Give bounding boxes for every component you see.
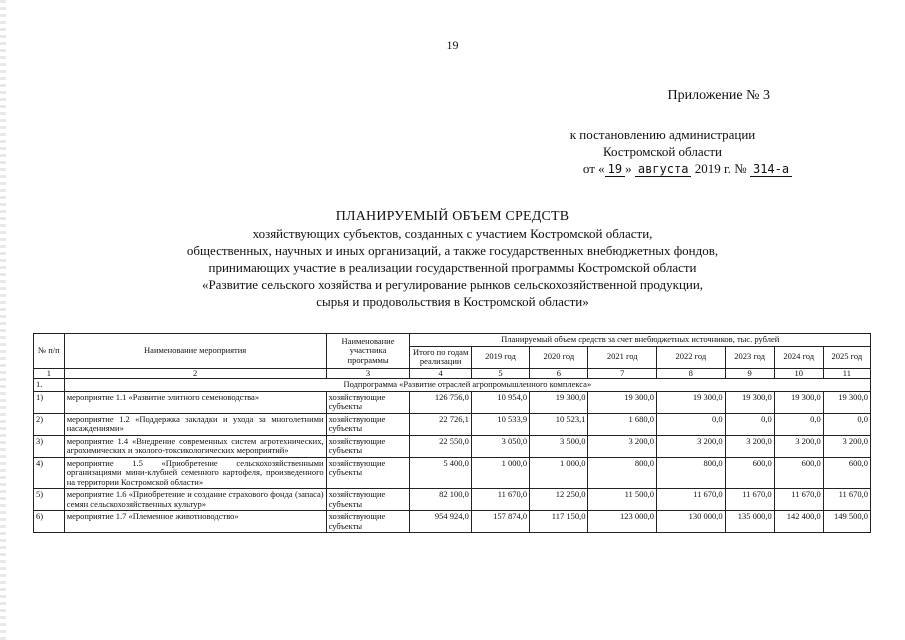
row-participant: хозяйствующие субъекты — [326, 511, 410, 533]
row-total: 22 726,1 — [410, 413, 471, 435]
decree-mid: » — [625, 161, 632, 176]
title-line: сырья и продовольствия в Костромской области» — [316, 294, 589, 309]
row-value: 1 680,0 — [588, 413, 657, 435]
header-participant: Наименование участника программы — [326, 334, 410, 369]
row-value: 3 500,0 — [530, 435, 588, 457]
header-year: 2023 год — [725, 346, 774, 368]
row-value: 117 150,0 — [530, 511, 588, 533]
row-value: 10 533,9 — [471, 413, 529, 435]
row-value: 10 523,1 — [530, 413, 588, 435]
decree-month: августа — [635, 162, 692, 177]
row-value: 11 670,0 — [823, 489, 870, 511]
table-row — [34, 413, 871, 435]
row-value: 11 670,0 — [471, 489, 529, 511]
column-number: 8 — [657, 368, 726, 379]
title-line: принимающих участие в реализации государственной программы Костромской области — [208, 260, 697, 275]
row-num: 2) — [34, 413, 65, 435]
row-total: 82 100,0 — [410, 489, 471, 511]
table-row — [34, 489, 871, 511]
row-value: 11 670,0 — [657, 489, 726, 511]
row-value: 3 050,0 — [471, 435, 529, 457]
table-row — [34, 391, 871, 413]
column-number: 6 — [530, 368, 588, 379]
decree-year: 2019 г. № — [694, 161, 747, 176]
row-num: 3) — [34, 435, 65, 457]
row-value: 1 000,0 — [530, 457, 588, 489]
row-value: 19 300,0 — [588, 391, 657, 413]
appendix-heading: Приложение № 3 — [667, 88, 770, 103]
row-total: 5 400,0 — [410, 457, 471, 489]
row-value: 600,0 — [725, 457, 774, 489]
table-row — [34, 435, 871, 457]
row-value: 19 300,0 — [657, 391, 726, 413]
row-value: 157 874,0 — [471, 511, 529, 533]
row-value: 130 000,0 — [657, 511, 726, 533]
funding-table — [33, 333, 871, 533]
row-value: 3 200,0 — [774, 435, 823, 457]
decree-line-2: Костромской области — [602, 144, 723, 159]
column-number: 5 — [471, 368, 529, 379]
row-participant: хозяйствующие субъекты — [326, 413, 410, 435]
row-activity: мероприятие 1.5 «Приобретение сельскохозяйственными организациями мини-клубней семенного картофеля, произведенного на территории Костромской области» — [64, 457, 326, 489]
decree-prefix: от « — [582, 161, 605, 176]
decree-day: 19 — [605, 162, 625, 177]
subprogram-row — [34, 379, 871, 392]
column-number: 2 — [64, 368, 326, 379]
row-value: 19 300,0 — [823, 391, 870, 413]
row-value: 3 200,0 — [725, 435, 774, 457]
row-value: 3 200,0 — [588, 435, 657, 457]
row-total: 126 756,0 — [410, 391, 471, 413]
row-value: 600,0 — [774, 457, 823, 489]
column-number: 10 — [774, 368, 823, 379]
row-num: 6) — [34, 511, 65, 533]
row-num: 5) — [34, 489, 65, 511]
row-value: 0,0 — [725, 413, 774, 435]
row-activity: мероприятие 1.1 «Развитие элитного семеноводства» — [64, 391, 326, 413]
row-value: 0,0 — [823, 413, 870, 435]
decree-number: 314-а — [750, 162, 792, 177]
row-value: 600,0 — [823, 457, 870, 489]
row-num: 1) — [34, 391, 65, 413]
column-number: 3 — [326, 368, 410, 379]
decree-date-line — [0, 160, 905, 178]
row-participant: хозяйствующие субъекты — [326, 391, 410, 413]
row-activity: мероприятие 1.2 «Поддержка закладки и ухода за многолетними насаждениями» — [64, 413, 326, 435]
row-value: 142 400,0 — [774, 511, 823, 533]
subprogram-title: Подпрограмма «Развитие отраслей агропромышленного комплекса» — [64, 379, 870, 392]
scan-edge — [0, 0, 6, 640]
title-line: хозяйствующих субъектов, созданных с участием Костромской области, — [252, 226, 653, 241]
row-value: 19 300,0 — [725, 391, 774, 413]
row-value: 3 200,0 — [823, 435, 870, 457]
header-year: 2020 год — [530, 346, 588, 368]
header-year: 2024 год — [774, 346, 823, 368]
row-value: 10 954,0 — [471, 391, 529, 413]
header-funding-group: Планируемый объем средств за счет внебюджетных источников, тыс. рублей — [410, 334, 871, 347]
table-row — [34, 511, 871, 533]
row-participant: хозяйствующие субъекты — [326, 435, 410, 457]
row-activity: мероприятие 1.7 «Племенное животноводство» — [64, 511, 326, 533]
row-value: 19 300,0 — [774, 391, 823, 413]
row-total: 954 924,0 — [410, 511, 471, 533]
row-value: 11 500,0 — [588, 489, 657, 511]
row-value: 12 250,0 — [530, 489, 588, 511]
column-number: 1 — [34, 368, 65, 379]
page-number: 19 — [446, 38, 459, 52]
row-value: 11 670,0 — [774, 489, 823, 511]
row-value: 800,0 — [588, 457, 657, 489]
header-total: Итого по годам реализации — [410, 346, 471, 368]
header-year: 2025 год — [823, 346, 870, 368]
table-header-row — [34, 334, 871, 347]
row-value: 1 000,0 — [471, 457, 529, 489]
column-number: 9 — [725, 368, 774, 379]
row-value: 11 670,0 — [725, 489, 774, 511]
title-line: общественных, научных и иных организаций, а также государственных внебюджетных фондов, — [186, 243, 719, 258]
header-year: 2019 год — [471, 346, 529, 368]
row-value: 0,0 — [657, 413, 726, 435]
row-value: 149 500,0 — [823, 511, 870, 533]
row-value: 123 000,0 — [588, 511, 657, 533]
title-line: «Развитие сельского хозяйства и регулирование рынков сельскохозяйственной продукции, — [201, 277, 704, 292]
title-main: ПЛАНИРУЕМЫЙ ОБЪЕМ СРЕДСТВ — [335, 209, 570, 224]
row-activity: мероприятие 1.4 «Внедрение современных систем агротехнических, агрохимических и эколого-токсикологических мероприятий» — [64, 435, 326, 457]
row-value: 19 300,0 — [530, 391, 588, 413]
row-value: 800,0 — [657, 457, 726, 489]
row-num: 4) — [34, 457, 65, 489]
row-value: 135 000,0 — [725, 511, 774, 533]
subprogram-num: 1. — [34, 379, 65, 392]
row-participant: хозяйствующие субъекты — [326, 489, 410, 511]
column-number: 11 — [823, 368, 870, 379]
document-title — [0, 208, 905, 310]
row-activity: мероприятие 1.6 «Приобретение и создание страхового фонда (запаса) семян сельскохозяйственных культур» — [64, 489, 326, 511]
column-number-row — [34, 368, 871, 379]
header-year: 2021 год — [588, 346, 657, 368]
header-num: № п/п — [34, 334, 65, 369]
row-participant: хозяйствующие субъекты — [326, 457, 410, 489]
table-row — [34, 457, 871, 489]
column-number: 4 — [410, 368, 471, 379]
row-value: 0,0 — [774, 413, 823, 435]
header-name: Наименование мероприятия — [64, 334, 326, 369]
row-value: 3 200,0 — [657, 435, 726, 457]
decree-reference — [0, 126, 905, 178]
row-total: 22 550,0 — [410, 435, 471, 457]
decree-line-1: к постановлению администрации — [569, 127, 756, 142]
column-number: 7 — [588, 368, 657, 379]
header-year: 2022 год — [657, 346, 726, 368]
